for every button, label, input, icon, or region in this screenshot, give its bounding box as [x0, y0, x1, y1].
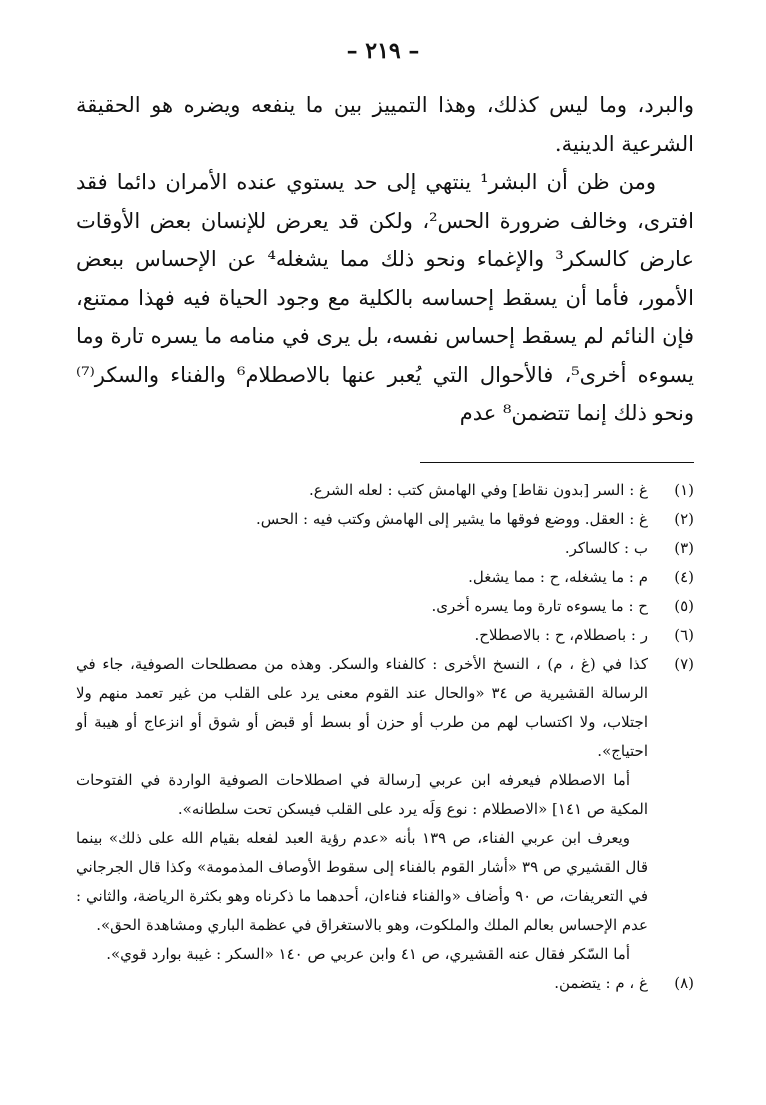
footnote	[76, 621, 694, 650]
paragraph: ومن ظن أن البشر¹ ينتهي إلى حد يستوي عنده الأمران دائما فقد افترى، وخالف ضرورة الحس²، ولكن قد يعرض للإنسان بعض الأوقات عارض كالسكر³ والإغماء ونحو ذلك مما يشغله⁴ عن الإحساس ببعض الأمور، فأما أن يسقط إحساسه بالكلية مع وجود الحياة فيه فهذا ممتنع، فإن النائم لم يسقط إحساس نفسه، بل يرى في منامه ما يسره تارة وما يسوءه أخرى⁵، فالأحوال التي يُعبر عنها بالاصطلام⁶ والفناء والسكر⁽⁷⁾ ونحو ذلك إنما تتضمن⁸ عدم	[76, 170, 694, 425]
footnote-text: غ : السر [بدون نقاط] وفي الهامش كتب : لعله الشرع.	[309, 481, 648, 499]
footnote-text: كذا في (غ ، م) ، النسخ الأخرى : كالفناء والسكر. وهذه من مصطلحات الصوفية، جاء في الرسالة القشيرية ص ٣٤ «والحال عند القوم معنى يرد على القلب من غير تعمد منهم ولا اجتلاب، ولا اكتساب لهم من طرب أو حزن أو بسط أو قبض أو شوق أو انزعاج أو هيبة أو احتياج».	[76, 655, 648, 760]
footnote-divider	[420, 462, 694, 463]
footnote-continuation-text: ويعرف ابن عربي الفناء، ص ١٣٩ بأنه «عدم رؤية العبد لفعله بقيام الله على ذلك» بينما قال القشيري ص ٣٩ «أشار القوم بالفناء إلى سقوط الأوصاف المذمومة» وكذا قال الجرجاني في التعريفات، ص ٩٠ وأضاف «والفناء فناءان، أحدهما ما ذكرناه وهو بكثرة الرياضة، والثاني : عدم الإحساس بعالم الملك والملكوت، وهو بالاستغراق في عظمة الباري ومشاهدة الحق».	[76, 829, 648, 934]
paragraph: والبرد، وما ليس كذلك، وهذا التمييز بين ما ينفعه ويضره هو الحقيقة الشرعية الدينية.	[76, 93, 694, 156]
footnote	[76, 476, 694, 505]
footnote-number: (١)	[674, 481, 694, 499]
footnote-number: (٣)	[674, 539, 694, 557]
footnote-number: (٧)	[674, 655, 694, 673]
footnote	[76, 969, 694, 998]
footnote-text: م : ما يشغله، ح : مما يشغل.	[468, 568, 648, 586]
footnote	[76, 563, 694, 592]
footnotes	[76, 476, 694, 998]
footnote-continuation	[76, 940, 694, 969]
main-text	[76, 86, 694, 433]
page-number: – ٢١٩ –	[346, 38, 420, 64]
footnote-continuation-text: أما الاصطلام فيعرفه ابن عربي [رسالة في اصطلاحات الصوفية الواردة في الفتوحات المكية ص ١٤١] «الاصطلام : نوع وَلَه يرد على القلب فيسكن تحت سلطانه».	[76, 771, 648, 818]
footnote-text: ر : باصطلام، ح : بالاصطلاح.	[474, 626, 648, 644]
footnote	[76, 505, 694, 534]
footnote-number: (٤)	[674, 568, 694, 586]
footnote	[76, 650, 694, 766]
footnote-continuation-text: أما السّكر فقال عنه القشيري، ص ٤١ وابن عربي ص ١٤٠ «السكر : غيبة بوارد قوي».	[106, 945, 630, 963]
footnote-number: (٥)	[674, 597, 694, 615]
footnote-number: (٦)	[674, 626, 694, 644]
footnote	[76, 592, 694, 621]
footnote-text: ب : كالساكر.	[564, 539, 648, 557]
footnote-number: (٢)	[674, 510, 694, 528]
footnote-text: غ ، م : يتضمن.	[554, 974, 648, 992]
footnote	[76, 534, 694, 563]
footnote-continuation	[76, 824, 694, 940]
footnote-text: غ : العقل. ووضع فوقها ما يشير إلى الهامش وكتب فيه : الحس.	[255, 510, 648, 528]
footnote-number: (٨)	[674, 974, 694, 992]
footnote-text: ح : ما يسوءه تارة وما يسره أخرى.	[431, 597, 648, 615]
footnote-continuation	[76, 766, 694, 824]
